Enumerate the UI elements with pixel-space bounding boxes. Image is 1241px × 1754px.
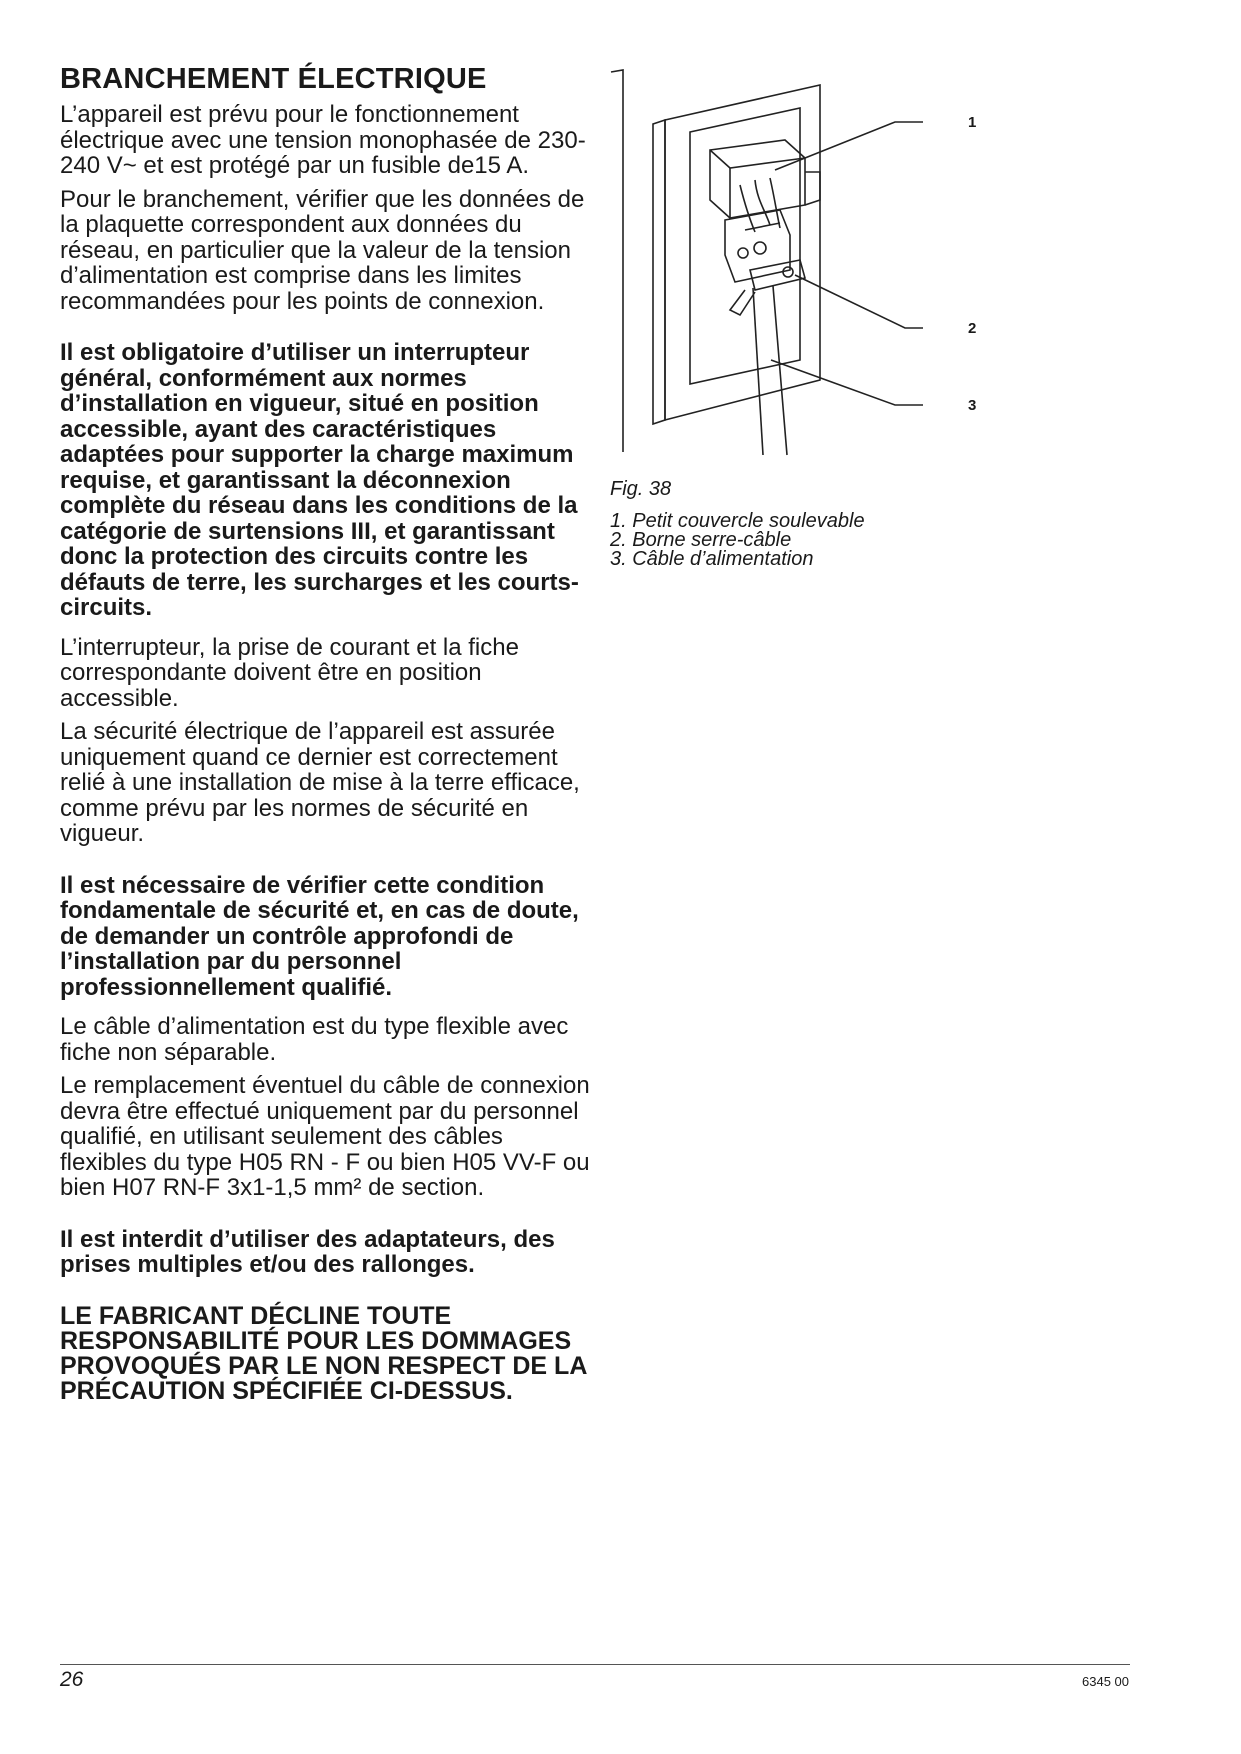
- footer-divider: [60, 1664, 1130, 1665]
- terminal-block-illustration: [605, 60, 1005, 480]
- callout-1: 1: [968, 114, 977, 131]
- document-code: 6345 00: [1082, 1674, 1129, 1689]
- paragraph-main-switch-warning: Il est obligatoire d’utiliser un interrupteur général, conformément aux normes d’installation en vigueur, situé en position accessible, ayant des caractéristiques adaptées pour supporter la charge maximum requise, et garantissant la déconnexion complète du réseau dans les conditions de la catégorie de surtensions III, et garantissant donc la protection des circuits contre les défauts de terre, les surcharges et les courts-circuits.: [60, 339, 579, 621]
- paragraph-cable-type: Le câble d’alimentation est du type flexible avec fiche non séparable.: [60, 1013, 569, 1066]
- page-title: BRANCHEMENT ÉLECTRIQUE: [60, 63, 487, 95]
- legend-item-cable: 3. Câble d’alimentation: [610, 548, 814, 570]
- main-column: [60, 62, 590, 1404]
- paragraph-switch-accessible: L’interrupteur, la prise de courant et la fiche correspondante doivent être en position accessible.: [60, 633, 519, 712]
- paragraph-manufacturer-disclaimer: LE FABRICANT DÉCLINE TOUTE RESPONSABILITÉ POUR LES DOMMAGES PROVOQUÉS PAR LE NON RESPECT DE LA PRÉCAUTION SPÉCIFIÉE CI-DESSUS.: [60, 1301, 587, 1405]
- figure-caption: Fig. 38: [610, 478, 672, 500]
- paragraph-voltage: L’appareil est prévu pour le fonctionnement électrique avec une tension monophasée de 230-240 V~ et est protégé par un fusible de15 A.: [60, 101, 586, 179]
- paragraph-connection-check: Pour le branchement, vérifier que les données de la plaquette correspondent aux données du réseau, en particulier que la valeur de la tension d’alimentation est comprise dans les limites recommandées pour les points de connexion.: [60, 185, 585, 315]
- paragraph-verify-warning: Il est nécessaire de vérifier cette condition fondamentale de sécurité et, en cas de doute, de demander un contrôle approfondi de l’installation par du personnel professionnellement qualifié.: [60, 871, 579, 1001]
- paragraph-adapters-warning: Il est interdit d’utiliser des adaptateurs, des prises multiples et/ou des rallonges.: [60, 1225, 555, 1278]
- legend-item-cover: 1. Petit couvercle soulevable: [610, 510, 865, 532]
- callout-3: 3: [968, 397, 977, 414]
- figure-legend: [610, 512, 865, 569]
- legend-item-terminal: 2. Borne serre-câble: [610, 529, 792, 551]
- paragraph-earthing: La sécurité électrique de l’appareil est assurée uniquement quand ce dernier est correctement relié à une installation de mise à la terre efficace, comme prévu par les normes de sécurité en vigueur.: [60, 718, 580, 847]
- callout-2: 2: [968, 320, 977, 337]
- page-number: 26: [60, 1668, 84, 1691]
- paragraph-cable-replacement: Le remplacement éventuel du câble de connexion devra être effectué uniquement par du personnel qualifié, en utilisant seulement des câbles flexibles du type H05 RN - F ou bien H05 VV-F ou bien H07 RN-F 3x1-1,5 mm² de section.: [60, 1072, 590, 1201]
